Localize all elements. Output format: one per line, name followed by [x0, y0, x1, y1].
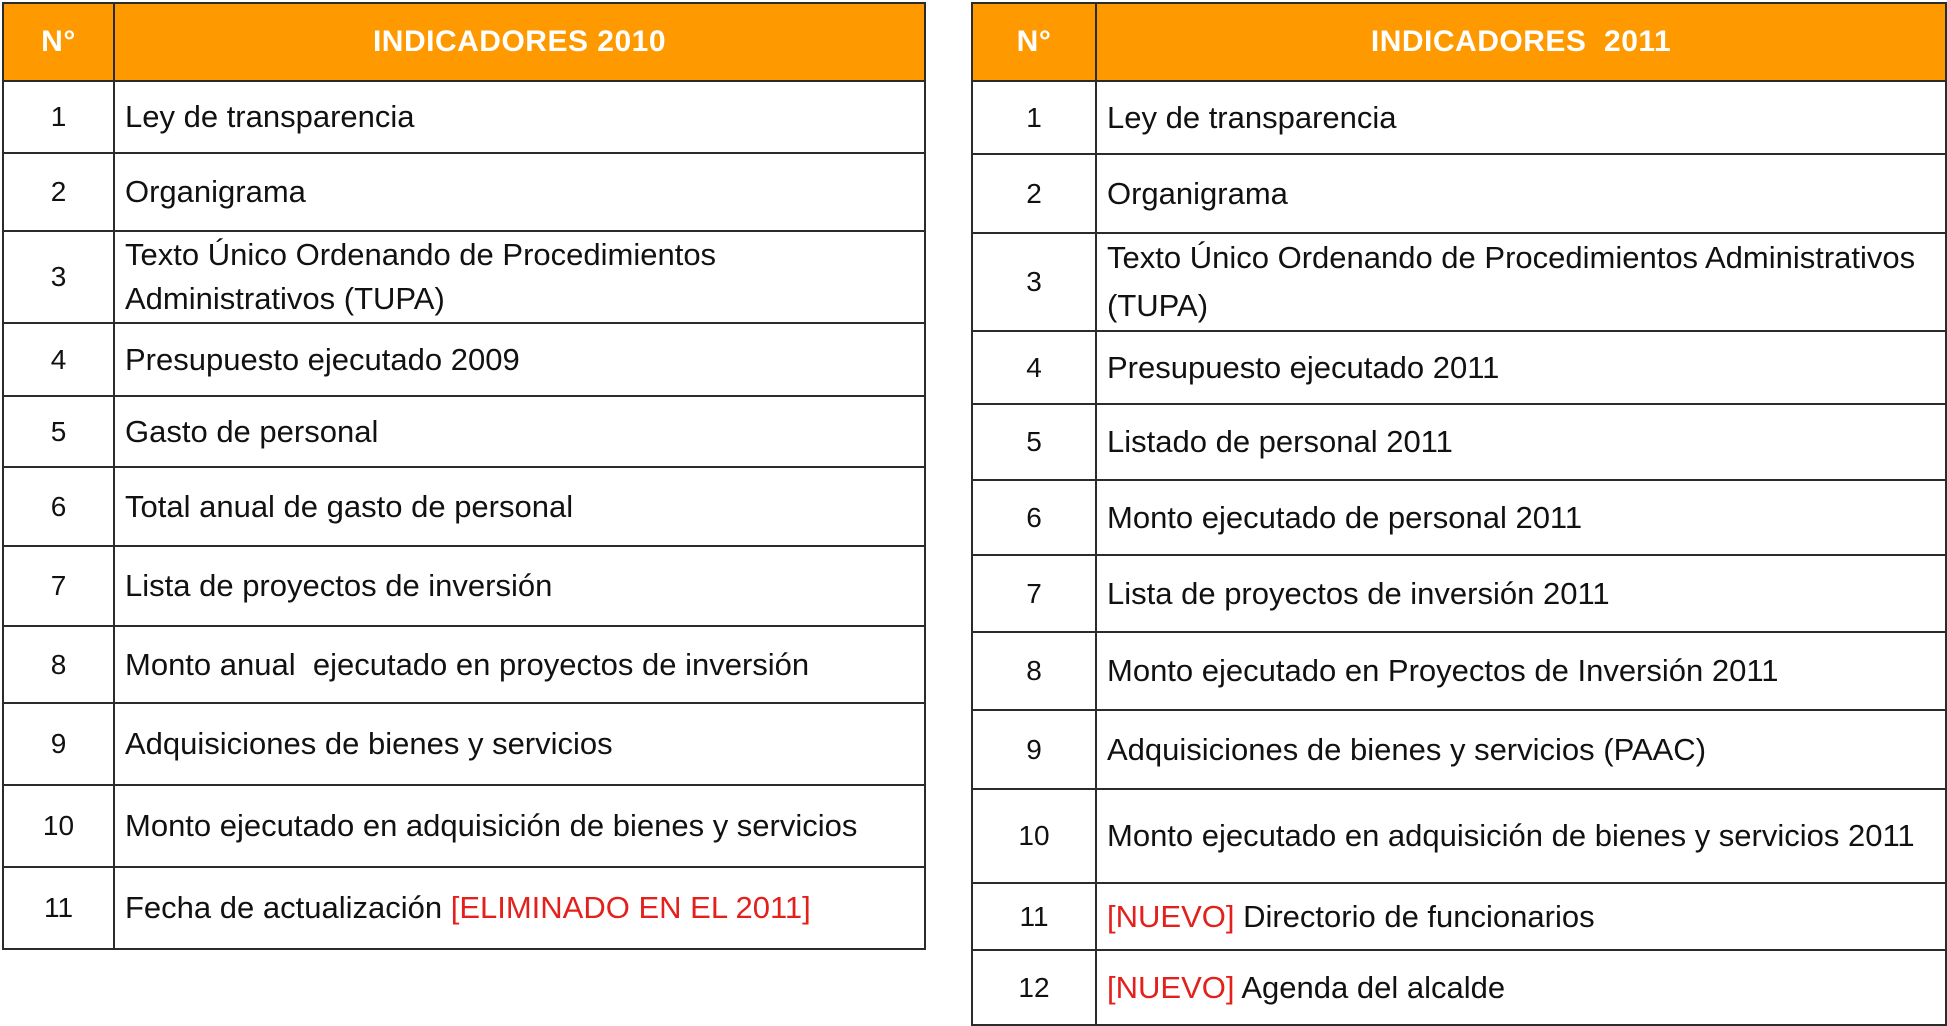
row-number: 9 — [3, 703, 114, 785]
table-row — [3, 153, 925, 231]
row-number: 3 — [972, 233, 1096, 331]
row-number: 6 — [972, 480, 1096, 555]
indicator-text — [114, 867, 925, 949]
table-row — [972, 950, 1946, 1025]
indicator-label: Fecha de actualización — [125, 890, 451, 925]
row-number: 11 — [3, 867, 114, 949]
table-row — [3, 467, 925, 546]
row-number: 8 — [3, 626, 114, 703]
table-row — [972, 233, 1946, 331]
row-number: 2 — [972, 154, 1096, 233]
table-row — [972, 883, 1946, 950]
row-number: 3 — [3, 231, 114, 323]
row-number: 7 — [972, 555, 1096, 632]
table-row — [3, 396, 925, 467]
table-row — [3, 785, 925, 867]
table-row — [3, 546, 925, 626]
table-row — [3, 231, 925, 323]
row-number: 1 — [3, 81, 114, 153]
table-row — [3, 626, 925, 703]
column-header-indicators-2011: INDICADORES 2011 — [1096, 3, 1946, 81]
column-header-number: N° — [3, 3, 114, 81]
row-number: 10 — [3, 785, 114, 867]
indicator-text: Presupuesto ejecutado 2009 — [114, 323, 925, 396]
row-number: 8 — [972, 632, 1096, 710]
row-number: 2 — [3, 153, 114, 231]
indicator-text: Adquisiciones de bienes y servicios — [114, 703, 925, 785]
indicator-text: Gasto de personal — [114, 396, 925, 467]
indicator-text — [1096, 883, 1946, 950]
column-header-number: N° — [972, 3, 1096, 81]
table-row — [972, 555, 1946, 632]
row-number: 5 — [3, 396, 114, 467]
row-number: 7 — [3, 546, 114, 626]
indicator-text: Listado de personal 2011 — [1096, 404, 1946, 480]
indicator-text: Monto ejecutado en Proyectos de Inversión 2011 — [1096, 632, 1946, 710]
indicator-text: Monto ejecutado de personal 2011 — [1096, 480, 1946, 555]
table-header-row — [3, 3, 925, 81]
indicator-text: Adquisiciones de bienes y servicios (PAAC) — [1096, 710, 1946, 789]
new-tag: [NUEVO] — [1107, 969, 1235, 1005]
table-row — [3, 323, 925, 396]
table-row — [972, 154, 1946, 233]
row-number: 1 — [972, 81, 1096, 154]
table-row — [972, 331, 1946, 404]
row-number: 12 — [972, 950, 1096, 1025]
row-number: 5 — [972, 404, 1096, 480]
new-tag: [NUEVO] — [1107, 898, 1235, 934]
indicator-text: Lista de proyectos de inversión — [114, 546, 925, 626]
indicator-text: Organigrama — [114, 153, 925, 231]
indicator-text: Texto Único Ordenando de Procedimientos Administrativos (TUPA) — [114, 231, 925, 323]
table-row — [972, 480, 1946, 555]
indicator-label: Agenda del alcalde — [1234, 969, 1506, 1005]
indicators-2011-table — [971, 2, 1947, 1026]
indicator-text: Monto anual ejecutado en proyectos de inversión — [114, 626, 925, 703]
indicators-2010-table — [2, 2, 926, 950]
indicator-text: Texto Único Ordenando de Procedimientos Administrativos (TUPA) — [1096, 233, 1946, 331]
table-row — [3, 703, 925, 785]
indicator-text: Presupuesto ejecutado 2011 — [1096, 331, 1946, 404]
indicator-text — [1096, 950, 1946, 1025]
removed-note: [ELIMINADO EN EL 2011] — [450, 890, 811, 925]
indicator-text: Ley de transparencia — [1096, 81, 1946, 154]
indicator-text: Lista de proyectos de inversión 2011 — [1096, 555, 1946, 632]
table-row — [3, 867, 925, 949]
table-row — [3, 81, 925, 153]
indicator-text: Monto ejecutado en adquisición de bienes y servicios — [114, 785, 925, 867]
row-number: 4 — [3, 323, 114, 396]
indicator-text: Ley de transparencia — [114, 81, 925, 153]
table-row — [972, 789, 1946, 883]
column-header-indicators-2010: INDICADORES 2010 — [114, 3, 925, 81]
table-row — [972, 632, 1946, 710]
indicator-text: Monto ejecutado en adquisición de bienes y servicios 2011 — [1096, 789, 1946, 883]
table-row — [972, 404, 1946, 480]
row-number: 11 — [972, 883, 1096, 950]
table-header-row — [972, 3, 1946, 81]
indicator-text: Total anual de gasto de personal — [114, 467, 925, 546]
indicator-text: Organigrama — [1096, 154, 1946, 233]
row-number: 10 — [972, 789, 1096, 883]
table-row — [972, 710, 1946, 789]
table-row — [972, 81, 1946, 154]
indicator-label: Directorio de funcionarios — [1234, 898, 1595, 934]
row-number: 4 — [972, 331, 1096, 404]
row-number: 6 — [3, 467, 114, 546]
row-number: 9 — [972, 710, 1096, 789]
